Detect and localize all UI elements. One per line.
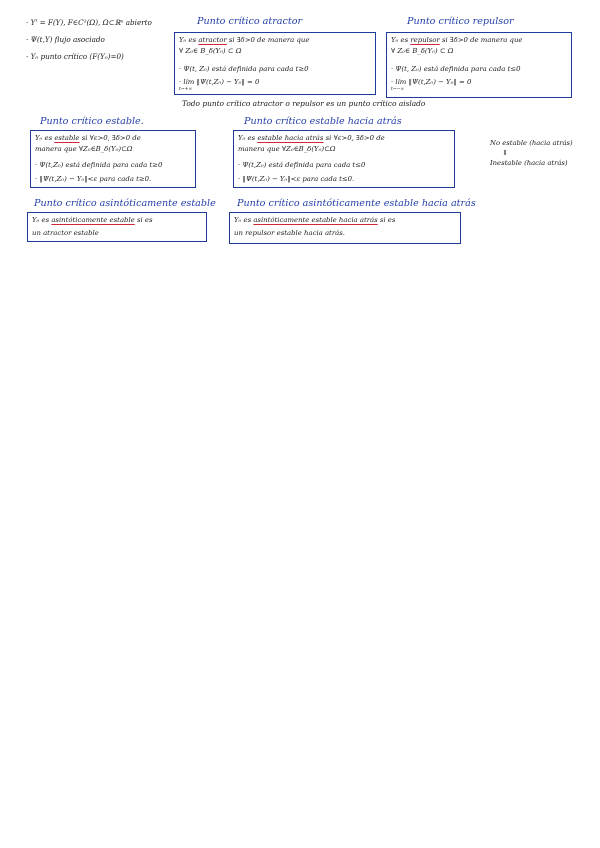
atractor-limit-sub: t→+∞ [179,87,193,92]
atractor-line-4: · lím ‖Ψ(t,Z₀) − Y₀‖ = 0 [179,78,260,86]
estable-line-4: · ‖Ψ(t,Z₀) − Y₀‖<ε para cada t≥0. [35,175,152,183]
atractor-line-1: Y₀ es atractor si ∃δ>0 de manera que [179,36,310,44]
repulsor-line-4: · lím ‖Ψ(t,Z₀) − Y₀‖ = 0 [391,78,472,86]
intro-line-1: · Y' = F(Y), F∈C¹(Ω), Ω⊂ℝⁿ abierto [26,18,152,27]
estable-line-1: Y₀ es estable si ∀ε>0, ∃δ>0 de [35,134,141,142]
intro-line-2: · Ψ(t,Y) flujo asociado [26,35,105,44]
estable-atras-title: Punto crítico estable hacia atrás [244,116,402,127]
repulsor-line-3: · Ψ(t, Z₀) está definida para cada t≤0 [391,65,521,73]
estable-atras-line-4: · ‖Ψ(t,Z₀) − Y₀‖<ε para cada t≤0. [238,175,355,183]
atractor-line-3: · Ψ(t, Z₀) está definida para cada t≥0 [179,65,309,73]
asint-atras-line-2: un repulsor estable hacia atrás. [234,229,345,237]
estable-atras-line-2: manera que ∀Z₀∈B_δ(Y₀)⊂Ω [238,145,336,153]
repulsor-limit-sub: t→−∞ [391,87,405,92]
side-equivalence: ⇕ [502,149,508,157]
repulsor-title: Punto crítico repulsor [407,16,514,27]
atractor-title: Punto crítico atractor [197,16,303,27]
estable-line-2: manera que ∀Z₀∈B_δ(Y₀)⊂Ω [35,145,133,153]
atractor-line-2: ∀ Z₀∈ B_δ(Y₀) ⊂ Ω [179,47,242,55]
repulsor-line-2: ∀ Z₀∈ B_δ(Y₀) ⊂ Ω [391,47,454,55]
asint-atras-title: Punto crítico asintóticamente estable hacia atrás [237,198,476,209]
asint-atras-box [229,212,461,244]
estable-title: Punto crítico estable. [40,116,144,127]
intro-line-3: · Y₀ punto crítico (F(Y₀)=0) [26,52,124,61]
asint-atras-line-1: Y₀ es asintóticamente estable hacia atrás si es [234,216,396,224]
asint-box [27,212,207,242]
estable-box [30,130,196,188]
asint-title: Punto crítico asintóticamente estable [34,198,216,209]
estable-line-3: · Ψ(t,Z₀) está definida para cada t≥0 [35,161,163,169]
estable-atras-box [233,130,455,188]
estable-atras-line-1: Y₀ es estable hacia atrás si ∀ε>0, ∃δ>0 de [238,134,385,142]
isolated-note: Todo punto crítico atractor o repulsor es un punto crítico aislado [182,99,426,108]
asint-line-2: un atractor estable [32,229,99,237]
side-inestable: Inestable (hacia atrás) [490,159,568,167]
estable-atras-line-3: · Ψ(t,Z₀) está definida para cada t≤0 [238,161,366,169]
side-no-estable: No estable (hacia atrás) [490,139,573,147]
repulsor-line-1: Y₀ es repulsor si ∃δ>0 de manera que [391,36,523,44]
atractor-box [174,32,376,95]
asint-line-1: Y₀ es asintóticamente estable si es [32,216,153,224]
repulsor-box [386,32,572,98]
